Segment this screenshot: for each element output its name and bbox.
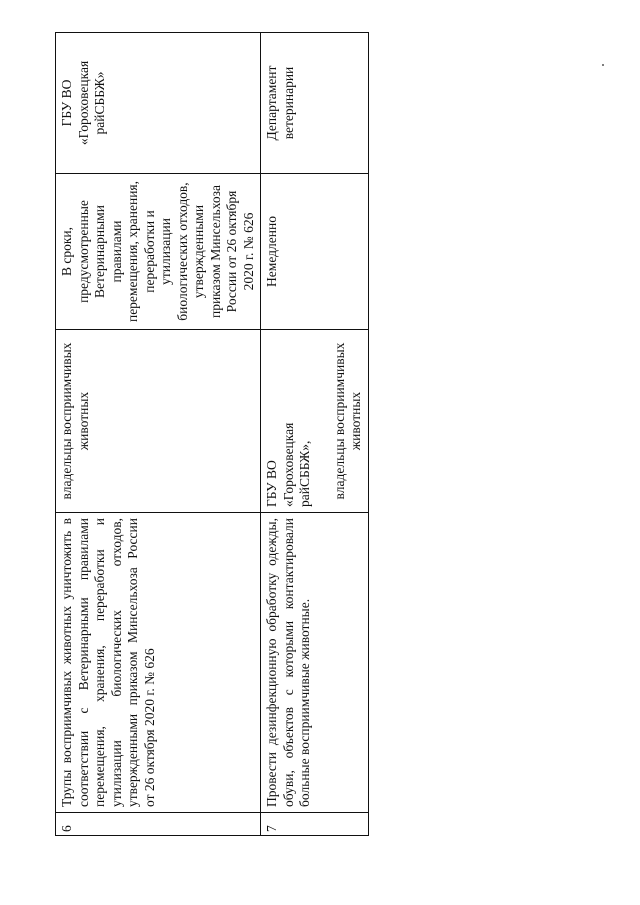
executor-line: владельцы восприимчивых животных — [331, 342, 363, 500]
executor-line: животных — [75, 391, 91, 451]
executor-cell — [56, 330, 261, 513]
responsible-text: Департамент ветеринарии — [261, 33, 369, 174]
term-text: Немедленно — [261, 174, 369, 330]
measures-table-rotated — [55, 37, 363, 836]
executor-line: ГБУ ВО «Гороховецкая райСББЖ», — [264, 422, 312, 507]
row-number: 6 — [56, 813, 261, 836]
table-row — [261, 33, 369, 836]
executor-line: владельцы восприимчивых — [59, 342, 74, 500]
measure-text: Провести дезинфекционную обработку одежды, обуви, объектов с которыми контактировали больные восприимчивые животные. — [261, 513, 369, 813]
responsible-text: ГБУ ВО «Гороховецкая райСББЖ» — [56, 33, 261, 174]
measures-table — [55, 32, 369, 836]
measure-text: Трупы восприимчивых животных уничтожить в соответствии с Ветеринарными правилами перемещения, хранения, переработки и утилизации биологических отходов, утвержденными приказом Минсельхоза России от 26 октября 2020 г. № 626 — [56, 513, 261, 813]
executor-cell — [261, 330, 369, 513]
term-text: В сроки, предусмотренные Ветеринарными правилами перемещения, хранения, переработки и утилизации биологических отходов, утвержденными приказом Минсельхоза России от 26 октября 2020 г. № 626 — [56, 174, 261, 330]
table-row — [56, 33, 261, 836]
row-number: 7 — [261, 813, 369, 836]
page-dot — [602, 64, 604, 66]
